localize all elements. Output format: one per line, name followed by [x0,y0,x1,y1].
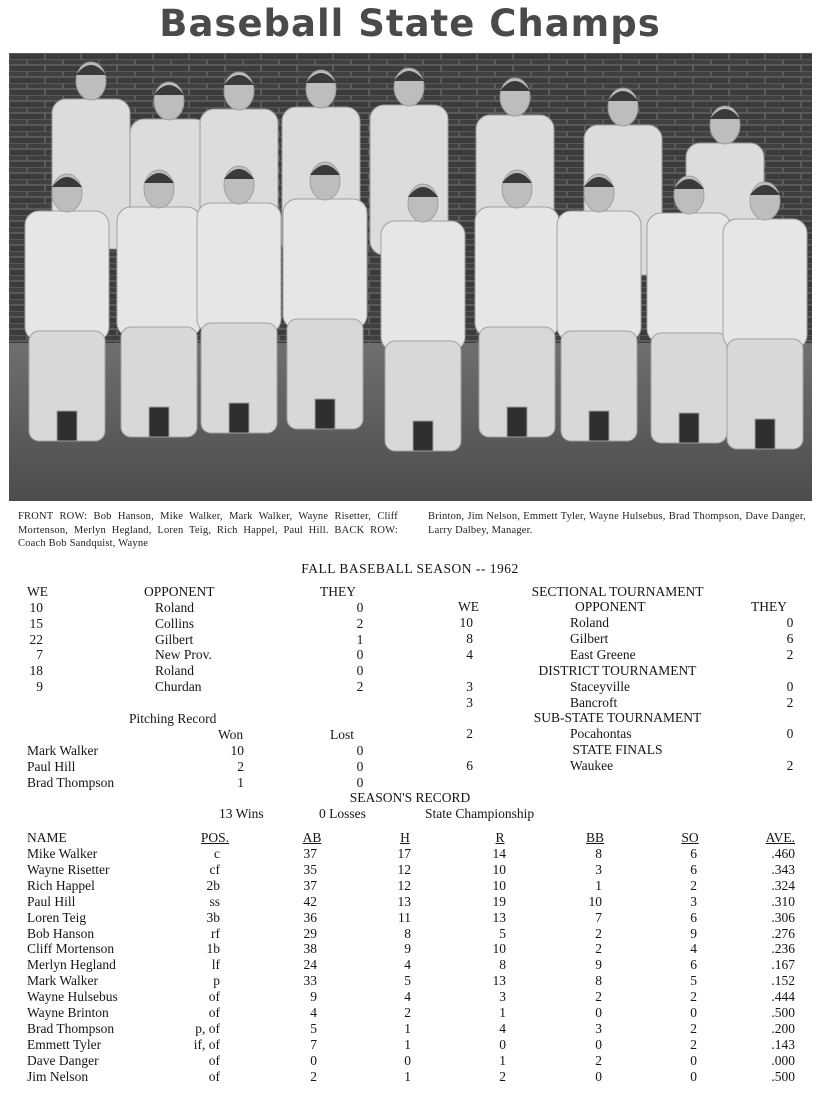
player-name: Jim Nelson [27,1068,89,1084]
player-bb: 3 [595,861,602,877]
player-so: 0 [690,1068,697,1084]
regular-opponent: Roland [155,663,194,679]
player-bb: 0 [595,1005,602,1020]
player-ave: .500 [771,1005,795,1020]
sectional-title: SECTIONAL TOURNAMENT [531,584,704,599]
regular-we-score: 7 [36,647,43,663]
player-pos: cf [209,861,220,877]
regular-they-score: 2 [356,679,364,694]
district-they-score: 0 [786,679,794,694]
player-bb: 7 [595,909,602,925]
player-bb: 2 [595,941,602,957]
state-finals-title: STATE FINALS [572,742,663,757]
player-so: 3 [690,893,697,909]
player-bb: 2 [595,989,602,1005]
player-ab: 33 [303,973,317,989]
regular-they-score: 0 [356,600,364,615]
district-opponent: Staceyville [570,679,630,694]
regular-they-score: 1 [356,631,364,647]
regular-we-header: WE [27,584,48,599]
season-losses: 0 Losses [319,806,366,821]
season-title: FALL BASEBALL SEASON -- 1962 [301,561,519,576]
player-name: Loren Teig [27,909,87,925]
player-so: 9 [690,925,697,941]
player-so: 2 [690,1036,697,1052]
state-they-score: 2 [786,758,794,773]
district-opponent: Bancroft [570,695,618,710]
player-r: 1 [499,1005,506,1020]
pitcher-name: Mark Walker [27,743,99,758]
player-pos: of [208,1068,220,1084]
pitcher-lost: 0 [356,759,364,774]
substate-they-score: 0 [786,726,794,741]
stats-ab-header: AB [302,830,322,845]
player-pos: of [208,1005,220,1020]
sectional-opponent: East Greene [570,647,636,662]
player-r: 19 [492,893,506,909]
player-pos: p, of [195,1020,220,1036]
player-h: 4 [404,957,411,973]
player-h: 12 [397,877,411,893]
sectional-opponent-header: OPPONENT [575,599,646,614]
stats-r-header: R [495,830,505,845]
player-h: 5 [404,973,411,989]
player-h: 17 [397,846,411,861]
player-ab: 42 [303,893,317,909]
player-name: Mike Walker [27,846,98,861]
player-ave: .460 [771,846,795,861]
regular-we-score: 9 [36,679,43,694]
player-so: 6 [690,957,697,973]
regular-opponent: Roland [155,600,194,615]
player-bb: 3 [595,1020,602,1036]
stats-bb-header: BB [585,830,604,845]
player-pos: p [213,973,220,989]
player-r: 14 [492,846,506,861]
player-so: 0 [690,1052,697,1068]
player-h: 0 [404,1052,411,1068]
player-ab: 4 [310,1005,317,1020]
player-r: 10 [492,877,506,893]
player-name: Bob Hanson [27,925,95,941]
player-ab: 37 [303,877,317,893]
pitcher-won: 2 [237,759,244,774]
player-bb: 2 [595,925,602,941]
front-row-player [117,170,201,437]
player-pos: 2b [206,877,220,893]
sectional-they-score: 2 [786,647,794,662]
player-r: 5 [499,925,506,941]
player-r: 3 [499,989,506,1005]
pitcher-won: 10 [230,743,244,758]
player-ab: 24 [303,957,317,973]
player-ab: 2 [310,1068,317,1084]
district-they-score: 2 [786,695,794,710]
regular-we-score: 18 [29,663,43,679]
regular-they-score: 2 [356,615,364,631]
player-so: 2 [690,989,697,1005]
team-photo-illustration [9,53,812,501]
player-bb: 8 [595,846,602,861]
player-bb: 10 [588,893,602,909]
state-we-score: 6 [466,758,473,773]
player-name: Merlyn Hegland [27,957,116,973]
front-row-player [557,174,641,441]
player-ave: .310 [771,893,795,909]
sectional-they-score: 0 [786,615,794,630]
photo-caption-left: FRONT ROW: Bob Hanson, Mike Walker, Mark Walker, Wayne Risetter, Cliff Mortenson, Merlyn Hegland, Loren Teig, Rich Happel, Paul Hill. BACK ROW: Coach Bob Sandquist, Wayne [18,511,398,549]
front-row-player [723,182,807,449]
regular-opponent: Gilbert [155,631,194,647]
stats-pos-header: POS. [200,830,230,845]
player-name: Dave Danger [27,1052,99,1068]
district-title: DISTRICT TOURNAMENT [538,663,697,678]
player-ab: 0 [310,1052,317,1068]
player-pos: of [208,1052,220,1068]
front-row-player [283,162,367,429]
player-h: 13 [397,893,411,909]
regular-they-header: THEY [320,584,356,599]
regular-opponent: Collins [155,615,195,631]
player-pos: ss [209,893,220,909]
team-photo [9,53,812,501]
player-r: 0 [499,1036,506,1052]
player-ave: .444 [771,989,795,1005]
player-ab: 38 [303,941,317,957]
state-opponent: Waukee [570,758,614,773]
regular-they-score: 0 [356,647,364,663]
season-wins: 13 Wins [219,806,264,821]
pitcher-lost: 0 [356,743,364,758]
player-ave: .200 [771,1020,795,1036]
player-ab: 9 [310,989,317,1005]
player-r: 2 [499,1068,506,1084]
player-so: 2 [690,877,697,893]
page-title: Baseball State Champs [159,2,661,45]
player-ave: .143 [771,1036,795,1052]
sectional-we-header: WE [458,599,479,614]
sectional-opponent: Gilbert [570,631,609,646]
player-ab: 7 [310,1036,317,1052]
player-ave: .343 [771,861,795,877]
player-r: 1 [499,1052,506,1068]
player-name: Wayne Hulsebus [27,989,118,1005]
player-h: 12 [397,861,411,877]
player-bb: 1 [595,877,602,893]
substate-opponent: Pocahontas [570,726,632,741]
stats-ave-header: AVE. [765,830,795,845]
player-r: 10 [492,941,506,957]
front-row-player [197,166,281,433]
substate-we-score: 2 [466,726,473,741]
regular-we-score: 10 [29,600,43,615]
player-r: 13 [492,909,506,925]
pitcher-name: Brad Thompson [27,775,115,790]
player-so: 6 [690,846,697,861]
pitching-lost-header: Lost [330,727,355,742]
sectional-we-score: 4 [466,647,473,662]
player-ab: 36 [303,909,317,925]
stats-name-header: NAME [27,830,67,845]
player-name: Mark Walker [27,973,99,989]
regular-opponent: New Prov. [155,647,212,663]
sectional-we-score: 10 [459,615,473,630]
player-h: 9 [404,941,411,957]
regular-they-score: 0 [356,663,364,679]
player-ab: 37 [303,846,317,861]
player-pos: if, of [193,1036,220,1052]
player-name: Cliff Mortenson [27,941,115,957]
front-row-player [381,184,465,451]
player-ave: .167 [771,957,795,973]
player-h: 4 [404,989,411,1005]
player-h: 1 [404,1068,411,1084]
player-pos: c [214,846,220,861]
player-name: Wayne Brinton [27,1005,109,1020]
player-ave: .236 [771,941,795,957]
regular-opponent-header: OPPONENT [144,584,215,599]
pitching-won-header: Won [218,727,244,742]
player-h: 1 [404,1020,411,1036]
player-name: Wayne Risetter [27,861,110,877]
player-ave: .276 [771,925,795,941]
player-name: Rich Happel [27,877,95,893]
player-name: Paul Hill [27,893,76,909]
player-pos: lf [211,957,220,973]
player-pos: 1b [206,941,220,957]
player-ave: .324 [771,877,795,893]
player-ave: .152 [771,973,795,989]
player-bb: 2 [595,1052,602,1068]
sectional-they-score: 6 [786,631,794,646]
pitcher-name: Paul Hill [27,759,76,774]
sectional-we-score: 8 [466,631,473,646]
player-ave: .306 [771,909,795,925]
player-name: Brad Thompson [27,1020,115,1036]
player-ab: 35 [303,861,317,877]
player-bb: 0 [595,1068,602,1084]
player-ave: .000 [771,1052,795,1068]
sectional-opponent: Roland [570,615,609,630]
player-h: 1 [404,1036,411,1052]
player-r: 8 [499,957,506,973]
player-pos: of [208,989,220,1005]
front-row-player [475,170,559,437]
front-row-player [25,174,109,441]
district-we-score: 3 [466,695,473,710]
front-row-player [647,176,731,443]
player-name: Emmett Tyler [27,1036,102,1052]
photo-caption-right: Brinton, Jim Nelson, Emmett Tyler, Wayne Hulsebus, Brad Thompson, Dave Danger, Larry Dalbey, Manager. [428,511,806,536]
stats-h-header: H [400,830,410,845]
player-h: 11 [398,909,411,925]
season-record-title: SEASON'S RECORD [349,790,471,805]
player-ab: 5 [310,1020,317,1036]
player-so: 0 [690,1005,697,1020]
stats-so-header: SO [681,830,699,845]
player-so: 2 [690,1020,697,1036]
pitcher-lost: 0 [356,775,364,790]
district-we-score: 3 [466,679,473,694]
player-so: 5 [690,973,697,989]
player-bb: 9 [595,957,602,973]
regular-opponent: Churdan [155,679,202,694]
pitcher-won: 1 [237,775,244,790]
pitching-title: Pitching Record [129,711,217,726]
player-so: 6 [690,861,697,877]
player-ave: .500 [771,1068,795,1084]
player-r: 13 [492,973,506,989]
player-ab: 29 [303,925,317,941]
sectional-they-header: THEY [751,599,787,614]
player-bb: 0 [595,1036,602,1052]
player-r: 4 [499,1020,506,1036]
substate-title: SUB-STATE TOURNAMENT [533,710,702,725]
player-h: 2 [404,1005,411,1020]
player-bb: 8 [595,973,602,989]
player-h: 8 [404,925,411,941]
player-so: 4 [690,941,697,957]
player-so: 6 [690,909,697,925]
season-championship: State Championship [425,806,535,821]
player-pos: 3b [206,909,220,925]
player-r: 10 [492,861,506,877]
player-pos: rf [211,925,220,941]
regular-we-score: 22 [29,631,43,647]
regular-we-score: 15 [29,615,43,631]
